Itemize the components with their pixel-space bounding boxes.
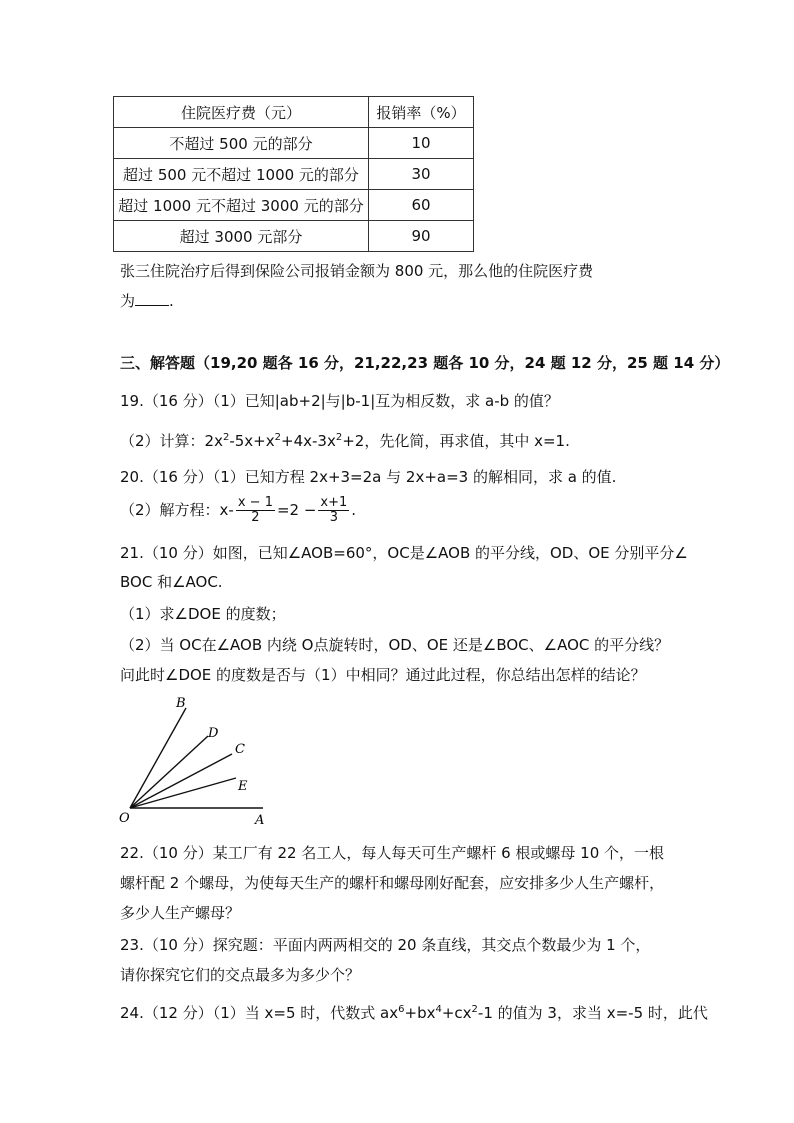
fraction-numerator: x − 1 — [237, 495, 273, 510]
table-header-cell: 住院医疗费（元） — [114, 97, 369, 128]
q23-line1: 23.（10 分）探究题：平面内两两相交的 20 条直线，其交点个数最少为 1 个， — [120, 936, 651, 954]
answer-blank — [135, 291, 169, 306]
q24-text: +cx — [441, 1004, 472, 1022]
q18-line1: 张三住院治疗后得到保险公司报销金额为 800 元，那么他的住院医疗费 — [120, 262, 594, 280]
fraction-denominator: 2 — [251, 510, 260, 525]
q20-part2 — [120, 496, 356, 525]
q23-line2: 请你探究它们的交点最多为多少个？ — [120, 966, 361, 984]
fraction-denominator: 3 — [329, 510, 338, 525]
q18-line2 — [120, 290, 174, 311]
q24-text: -1 的值为 3，求当 x=-5 时，此代 — [477, 1004, 708, 1022]
q20-text: . — [351, 501, 357, 519]
exponent: 4 — [435, 1004, 442, 1015]
q21-line3: （1）求∠DOE 的度数； — [120, 605, 286, 623]
q20-text: =2 − — [276, 501, 317, 519]
exponent: 2 — [222, 432, 230, 443]
table-cell: 60 — [369, 190, 474, 221]
table-cell: 30 — [369, 159, 474, 190]
reimbursement-table — [113, 96, 474, 252]
section-title: 三、解答题（19,20 题各 16 分，21,22,23 题各 10 分，24 题 12 分，25 题 14 分） — [120, 354, 730, 372]
table-cell: 超过 3000 元部分 — [114, 221, 369, 252]
table-row — [114, 190, 474, 221]
label-A: A — [255, 813, 265, 828]
table-header-row — [114, 97, 474, 128]
table-row — [114, 128, 474, 159]
fraction — [318, 496, 349, 525]
q24-text: 24.（12 分）（1）当 x=5 时，代数式 ax — [120, 1004, 399, 1022]
q22-line3: 多少人生产螺母？ — [120, 904, 241, 922]
q21-line5: 问此时∠DOE 的度数是否与（1）中相同？通过此过程，你总结出怎样的结论？ — [120, 666, 646, 684]
table-header-cell: 报销率（%） — [369, 97, 474, 128]
label-O: O — [119, 811, 130, 826]
label-D: D — [208, 726, 219, 741]
q24-line1 — [120, 1002, 708, 1023]
table-cell: 90 — [369, 221, 474, 252]
q24-text: +bx — [404, 1004, 436, 1022]
table-row — [114, 221, 474, 252]
q19-text: （2）计算：2x — [120, 432, 223, 450]
q21-line1: 21.（10 分）如图，已知∠AOB=60°，OC是∠AOB 的平分线，OD、OE 分别平分∠ — [120, 544, 688, 562]
q18-line2-suffix: . — [169, 292, 174, 310]
q19-part2 — [120, 430, 570, 451]
table-cell: 10 — [369, 128, 474, 159]
label-E: E — [238, 779, 248, 794]
angle-figure — [110, 690, 280, 830]
q21-line4: （2）当 OC在∠AOB 内绕 O点旋转时，OD、OE 还是∠BOC、∠AOC 的平分线？ — [120, 636, 670, 654]
q21-line2: BOC 和∠AOC. — [120, 573, 223, 591]
q19-part1: 19.（16 分）（1）已知|ab+2|与|b-1|互为相反数，求 a-b 的值？ — [120, 392, 559, 410]
q18-line2-prefix: 为 — [120, 292, 136, 310]
q20-part1: 20.（16 分）（1）已知方程 2x+3=2a 与 2x+a=3 的解相同，求 a 的值. — [120, 468, 617, 486]
fraction — [236, 496, 275, 525]
q19-text: -5x+x — [229, 432, 275, 450]
table-cell: 不超过 500 元的部分 — [114, 128, 369, 159]
label-B: B — [176, 696, 186, 711]
table-cell: 超过 1000 元不超过 3000 元的部分 — [114, 190, 369, 221]
q22-line1: 22.（10 分）某工厂有 22 名工人，每人每天可生产螺杆 6 根或螺母 10 个，一根 — [120, 844, 665, 862]
q22-line2: 螺杆配 2 个螺母，为使每天生产的螺杆和螺母刚好配套，应安排多少人生产螺杆， — [120, 874, 665, 892]
fraction-numerator: x+1 — [320, 495, 348, 510]
exponent: 6 — [398, 1004, 405, 1015]
table-row — [114, 159, 474, 190]
table-cell: 超过 500 元不超过 1000 元的部分 — [114, 159, 369, 190]
exponent: 2 — [471, 1004, 478, 1015]
exponent: 2 — [274, 432, 281, 443]
q20-text: （2）解方程：x- — [120, 501, 234, 519]
q19-text: +2，先化简，再求值，其中 x=1. — [342, 432, 570, 450]
exponent: 2 — [335, 432, 343, 443]
q19-text: +4x-3x — [281, 432, 336, 450]
label-C: C — [235, 742, 245, 757]
